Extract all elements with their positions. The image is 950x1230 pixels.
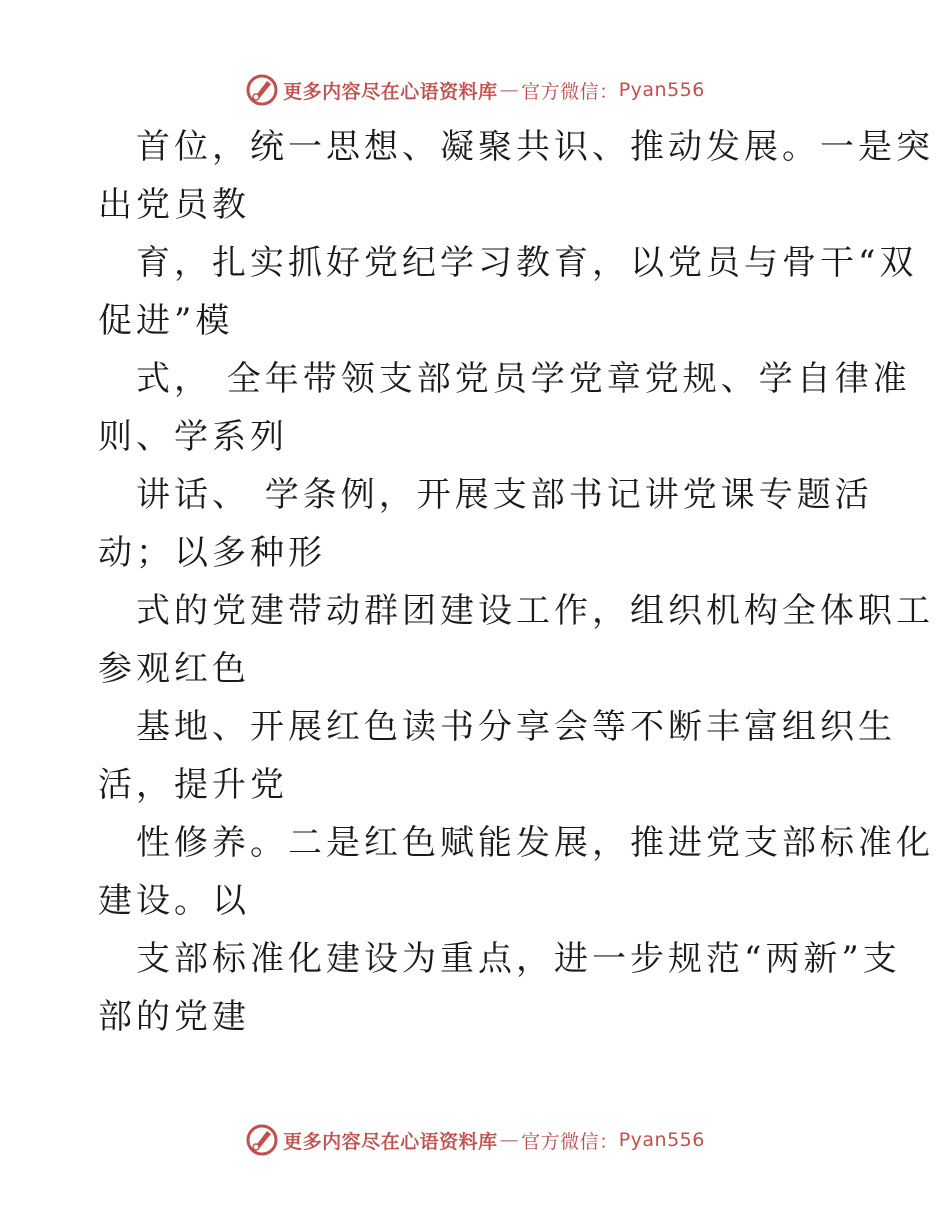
text-line: 促进”模 (98, 301, 234, 341)
text-line: 则、学系列 (98, 417, 288, 457)
text-line: 育，扎实抓好党纪学习教育，以党员与骨干“双 (136, 243, 918, 283)
text-line: 出党员教 (98, 185, 250, 225)
text-line: 活，提升党 (98, 765, 288, 805)
header-watermark (0, 70, 950, 110)
text-line: 讲话、 学条例，开展支部书记讲党课专题活 (136, 475, 873, 515)
text-line: 参观红色 (98, 649, 250, 689)
quill-logo-icon (245, 73, 279, 107)
text-line: 式的党建带动群团建设工作，组织机构全体职工 (136, 591, 934, 631)
text-line: 部的党建 (98, 997, 250, 1037)
footer-label: 官方微信： (521, 1130, 619, 1153)
footer-account: Pyan556 (618, 1129, 705, 1151)
header-dash: — (499, 79, 520, 101)
footer-watermark (0, 1120, 950, 1160)
header-lead-text: 更多内容尽在心语资料库 (283, 80, 498, 103)
footer-lead-text: 更多内容尽在心语资料库 (283, 1130, 498, 1153)
header-account: Pyan556 (618, 79, 705, 101)
text-line: 建设。以 (98, 881, 250, 921)
document-body (98, 118, 934, 1046)
header-label: 官方微信： (521, 80, 619, 103)
quill-logo-icon (245, 1123, 279, 1157)
text-line: 支部标准化建设为重点，进一步规范“两新”支 (136, 939, 901, 979)
text-line: 式， 全年带领支部党员学党章党规、学自律准 (136, 359, 911, 399)
text-line: 动；以多种形 (98, 533, 326, 573)
text-line: 性修养。二是红色赋能发展，推进党支部标准化 (136, 823, 934, 863)
text-line: 基地、开展红色读书分享会等不断丰富组织生 (136, 707, 896, 747)
text-line: 首位，统一思想、凝聚共识、推动发展。一是突 (136, 127, 934, 167)
footer-dash: — (499, 1129, 520, 1151)
